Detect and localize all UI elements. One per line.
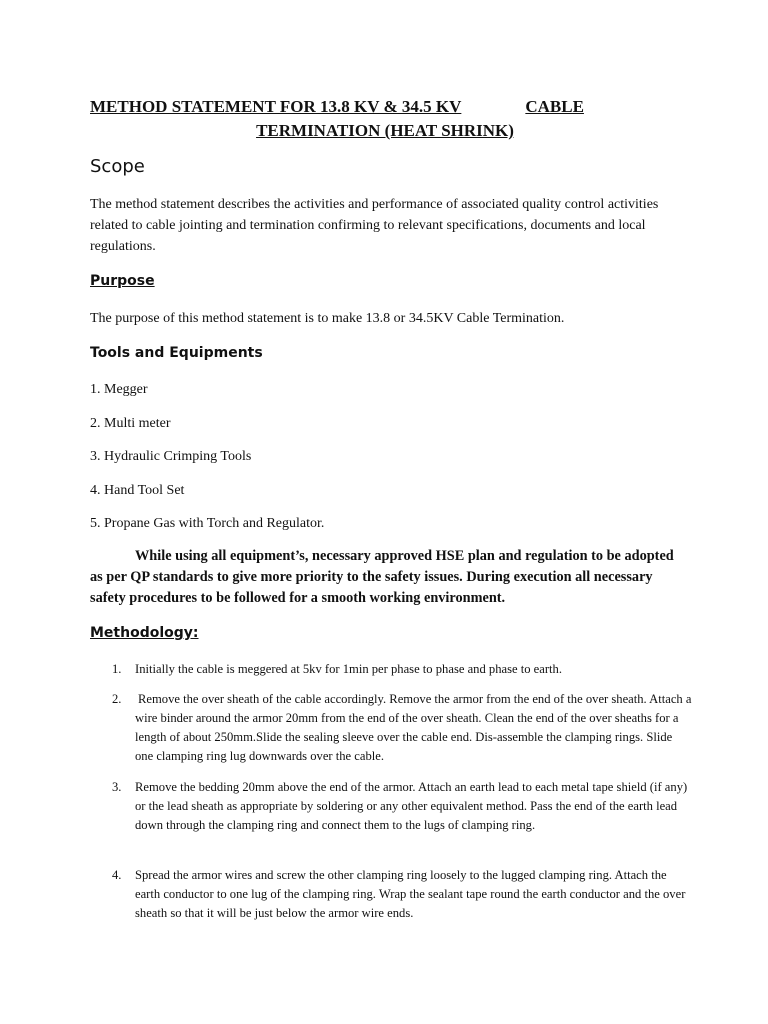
methodology-step (112, 778, 692, 835)
step-number: 4. (112, 868, 122, 882)
tool-item: 1. Megger (90, 382, 148, 397)
purpose-heading: Purpose (90, 273, 155, 289)
tool-item: 3. Hydraulic Crimping Tools (90, 449, 252, 464)
step-text: Spread the armor wires and screw the other clamping ring loosely to the lugged clamping ring. Attach the earth conductor to one lug of the clamping ring. Wrap the sealant tape round the earth conductor and the over sheath so that it will be just below the armor wire ends. (135, 868, 686, 920)
step-text: Remove the over sheath of the cable accordingly. Remove the armor from the end of the over sheath. Attach a wire binder around the armor 20mm from the end of the over sheath. Clean the end of the over sheaths for a length of about 250mm.Slide the sealing sleeve over the cable end. Dis-assemble the clamping rings. Slide one clamping ring lug downwards over the cable. (135, 692, 692, 763)
purpose-text: The purpose of this method statement is to make 13.8 or 34.5KV Cable Termination. (90, 311, 565, 326)
tool-item: 5. Propane Gas with Torch and Regulator. (90, 516, 325, 531)
step-number: 3. (112, 780, 122, 794)
methodology-step (112, 866, 692, 923)
step-number: 2. (112, 692, 122, 706)
methodology-heading: Methodology: (90, 625, 199, 641)
step-number: 1. (112, 662, 122, 676)
methodology-step (112, 690, 692, 766)
scope-text: The method statement describes the activities and performance of associated quality control activities related to cable jointing and termination confirming to relevant specifications, documents and local regulations. (90, 197, 659, 254)
title-left: METHOD STATEMENT FOR 13.8 KV & 34.5 KV (90, 97, 462, 116)
tools-heading: Tools and Equipments (90, 345, 263, 361)
safety-note: While using all equipment’s, necessary approved HSE plan and regulation to be adopted as per QP standards to give more priority to the safety issues. During execution all necessary safety procedures to be followed for a smooth working environment. (90, 548, 674, 606)
title-right: CABLE (525, 97, 584, 116)
document-title-line-1 (90, 95, 680, 118)
scope-heading: Scope (90, 156, 145, 177)
methodology-step (112, 660, 692, 679)
tool-item: 4. Hand Tool Set (90, 483, 185, 498)
tool-item: 2. Multi meter (90, 416, 171, 431)
step-text: Remove the bedding 20mm above the end of the armor. Attach an earth lead to each metal tape shield (if any) or the lead sheath as appropriate by soldering or any other equivalent method. Pass the end of the earth lead down through the clamping ring and connect them to the lugs of clamping ring. (135, 780, 688, 832)
document-title-line-2: TERMINATION (HEAT SHRINK) (256, 121, 514, 140)
step-text: Initially the cable is meggered at 5kv for 1min per phase to phase and phase to earth. (135, 662, 562, 676)
